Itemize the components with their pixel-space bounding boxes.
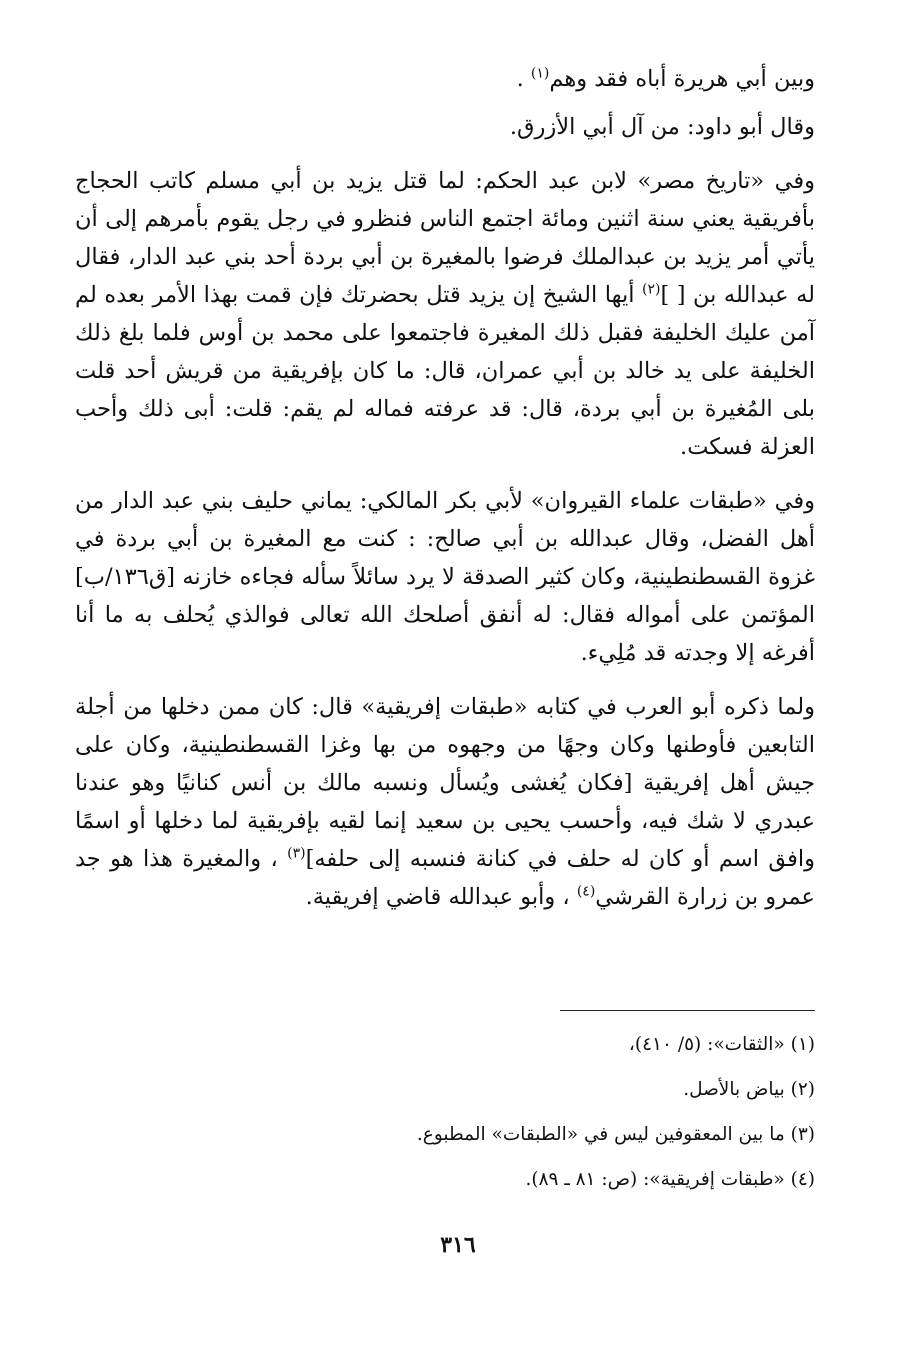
footnote-1: (١) «الثقات»: (٥/ ٤١٠)، bbox=[628, 1034, 815, 1055]
paragraph-3-part-a: وفي «تاريخ مصر» لابن عبد الحكم: لما قتل يزيد بن أبي مسلم كاتب الحجاج بأفريقية يعني سنة اثنين ومائة اجتمع الناس فنظرو في رجل يقوم بأمرهم إلى أن يأتي أمر يزيد بن عبدالملك فرضوا بالمغيرة بن أبي بردة أحد بني عبد الدار، فقال له عبدالله بن [ ] bbox=[75, 168, 815, 308]
main-text bbox=[75, 60, 815, 932]
paragraph-1-end: . bbox=[516, 66, 531, 92]
page-number: ٣١٦ bbox=[440, 1232, 476, 1258]
footnote-4: (٤) «طبقات إفريقية»: (ص: ٨١ ـ ٨٩). bbox=[525, 1169, 815, 1190]
paragraph-1-text: وبين أبي هريرة أباه فقد وهم bbox=[549, 66, 815, 92]
paragraph-5-part-a: ولما ذكره أبو العرب في كتابه «طبقات إفريقية» قال: كان ممن دخلها من أجلة التابعين فأوطنها وكان وجهًا من وجهوه من بها وغزا القسطنطينية، وكان على جيش أهل إفريقية [فكان يُغشى ويُسأل ونسبه مالك بن أنس كنانيًا وهو عندنا عبدري لا شك فيه، وأحسب يحيى بن سعيد إنما لقيه بإفريقية لما دخلها أو اسمًا وافق اسم أو كان له حلف في كنانة فنسبه إلى حلفه] bbox=[75, 694, 815, 872]
paragraph-3 bbox=[75, 162, 815, 466]
paragraph-5-part-c: ، وأبو عبدالله قاضي إفريقية. bbox=[305, 884, 577, 910]
paragraph-4: وفي «طبقات علماء القيروان» لأبي بكر المالكي: يماني حليف بني عبد الدار من أهل الفضل، وقال عبدالله بن أبي صالح: : كنت مع المغيرة بن أبي بردة في غزوة القسطنطينية، وكان كثير الصدقة لا يرد سائلاً سأله فجاءه خازنه [ق١٣٦/ب] المؤتمن على أمواله فقال: له أنفق أصلحك الله تعالى فوالذي يُحلف به ما أنا أفرغه إلا وجدته قد مُلِيء. bbox=[75, 488, 815, 666]
footnote-3: (٣) ما بين المعقوفين ليس في «الطبقات» المطبوع. bbox=[416, 1124, 815, 1145]
footnote-2: (٢) بياض بالأصل. bbox=[683, 1079, 815, 1100]
paragraph-1 bbox=[75, 60, 815, 98]
footnote-ref-4: (٤) bbox=[576, 883, 596, 900]
footnote-ref-1: (١) bbox=[530, 65, 550, 82]
paragraph-2: وقال أبو داود: من آل أبي الأزرق. bbox=[509, 114, 815, 140]
footnote-ref-2: (٢) bbox=[642, 281, 661, 298]
footnote-ref-3: (٣) bbox=[287, 845, 306, 862]
footnotes bbox=[75, 1022, 815, 1202]
footnote-divider bbox=[560, 1010, 815, 1011]
paragraph-3-part-b: أيها الشيخ إن يزيد قتل بحضرتك فإن قمت بهذا الأمر بعده لم آمن عليك الخليفة فقبل ذلك المغيرة فاجتمعوا على محمد بن أوس فلما بلغ ذلك الخليفة على يد خالد بن أبي عمران، قال: ما كان بإفريقية من قريش أحد قلت بلى المُغيرة بن أبي بردة، قال: قد عرفته فماله لم يقم: قلت: أبى ذلك وأحب العزلة فسكت. bbox=[75, 282, 815, 460]
paragraph-5 bbox=[75, 688, 815, 916]
paragraph-5-part-b: ، والمغيرة هذا هو جد عمرو بن زرارة القرشي bbox=[75, 846, 815, 910]
